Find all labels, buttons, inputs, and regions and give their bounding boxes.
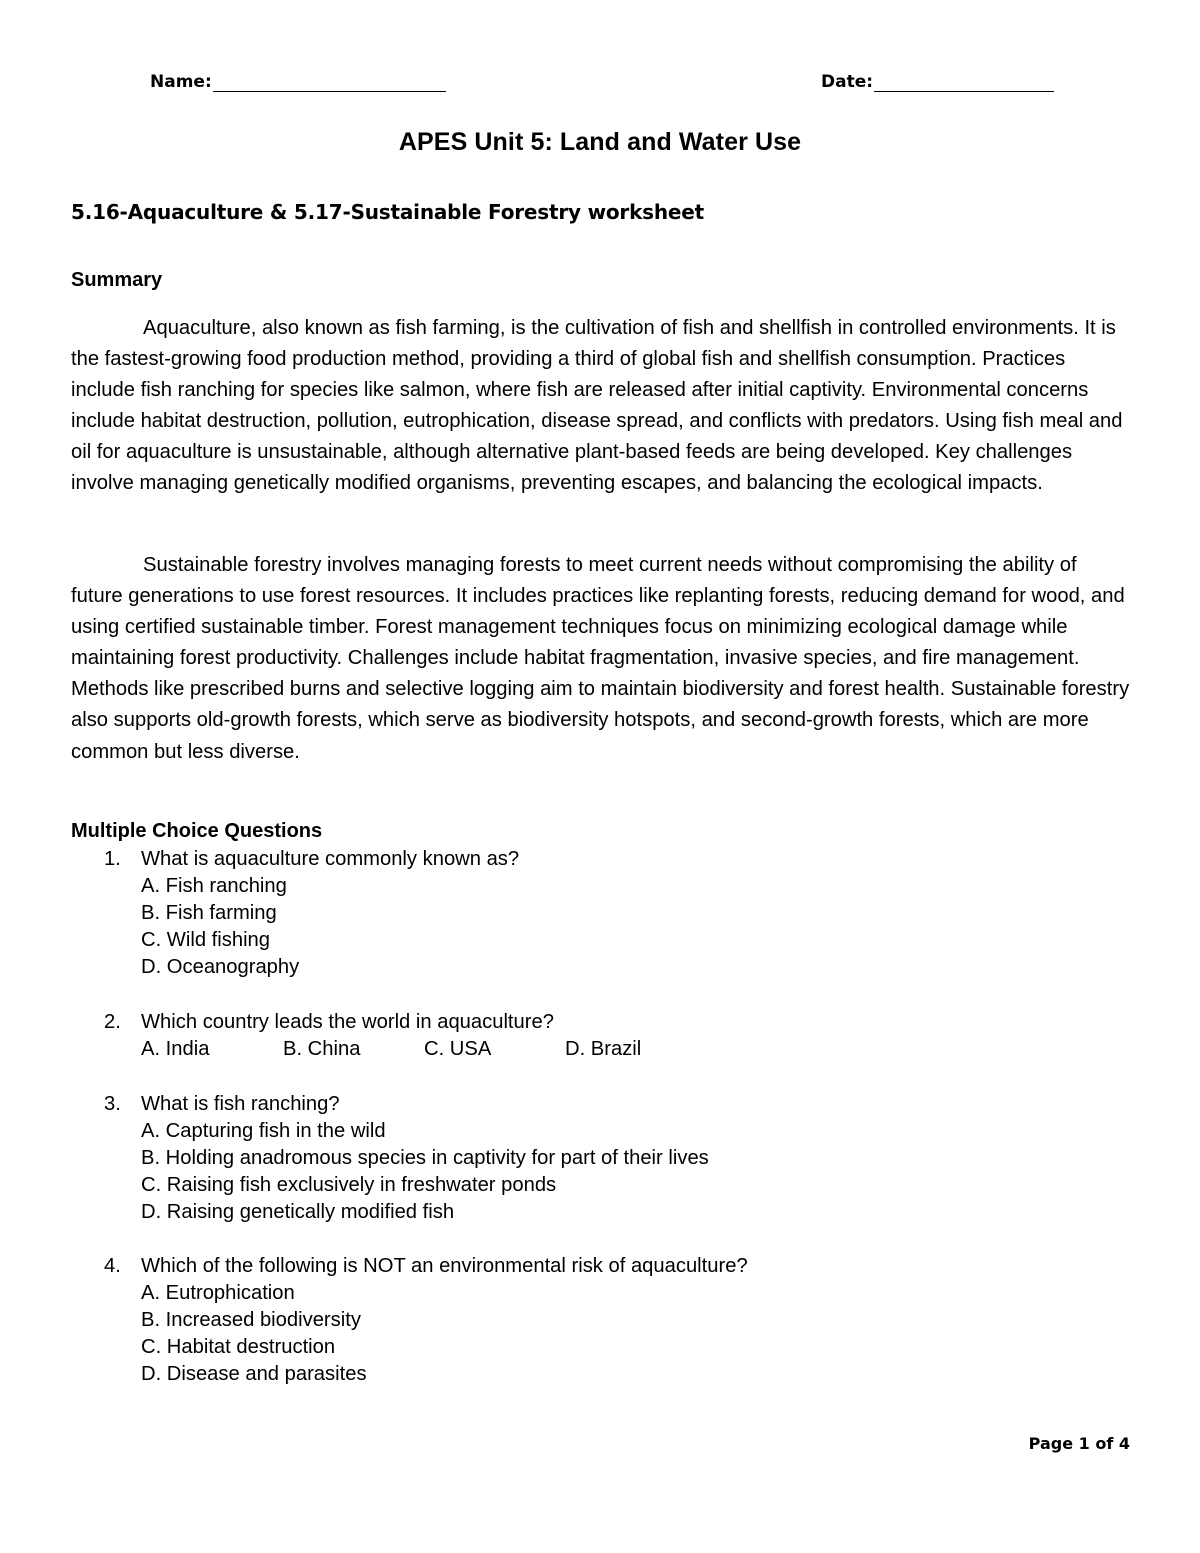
name-blank-line[interactable]	[213, 73, 446, 92]
question-number: 2.	[104, 1011, 121, 1033]
answer-option[interactable]: A. Eutrophication	[141, 1282, 295, 1305]
answer-option[interactable]: C. USA	[424, 1038, 492, 1061]
question-text: What is fish ranching?	[141, 1093, 340, 1115]
question-number: 4.	[104, 1255, 121, 1277]
question-3	[104, 1091, 709, 1226]
summary-paragraph-forestry: Sustainable forestry involves managing forests to meet current needs without compromising the ability of future generations to use forest resources. It includes practices like replanting forests, reducing demand for wood, and using certified sustainable timber. Forest management techniques focus on minimizing ecological damage while maintaining forest productivity. Challenges include habitat fragmentation, invasive species, and fire management. Methods like prescribed burns and selective logging aim to maintain biodiversity and forest health. Sustainable forestry also supports old-growth forests, which serve as biodiversity hotspots, and second-growth forests, which are more common but less diverse.	[71, 554, 1130, 763]
mcq-heading: Multiple Choice Questions	[71, 820, 323, 842]
answer-option[interactable]: A. Capturing fish in the wild	[141, 1120, 386, 1143]
answer-option[interactable]: D. Brazil	[565, 1038, 642, 1061]
worksheet-subtitle: 5.16-Aquaculture & 5.17-Sustainable Forestry worksheet	[71, 200, 705, 224]
answer-option[interactable]: C. Wild fishing	[141, 929, 271, 952]
summary-heading: Summary	[71, 269, 163, 291]
answer-option[interactable]: B. Holding anadromous species in captivity for part of their lives	[141, 1147, 709, 1170]
page-title: APES Unit 5: Land and Water Use	[398, 128, 802, 156]
date-field[interactable]	[821, 72, 1054, 92]
summary-paragraph-aquaculture: Aquaculture, also known as fish farming, is the cultivation of fish and shellfish in controlled environments. It is the fastest-growing food production method, providing a third of global fish and shellfish consumption. Practices include fish ranching for species like salmon, where fish are released after initial captivity. Environmental concerns include habitat destruction, pollution, eutrophication, disease spread, and conflicts with predators. Using fish meal and oil for aquaculture is unsustainable, although alternative plant-based feeds are being developed. Key challenges involve managing genetically modified organisms, preventing escapes, and balancing the ecological impacts.	[71, 317, 1123, 495]
name-field[interactable]	[150, 72, 446, 92]
question-4	[104, 1253, 748, 1388]
date-blank-line[interactable]	[874, 73, 1054, 92]
answer-option[interactable]: D. Disease and parasites	[141, 1363, 367, 1386]
question-2	[104, 1009, 641, 1063]
answer-option[interactable]: C. Raising fish exclusively in freshwater ponds	[141, 1174, 557, 1197]
question-number: 3.	[104, 1093, 121, 1115]
question-text: What is aquaculture commonly known as?	[141, 848, 520, 870]
name-label: Name:	[150, 72, 212, 92]
answer-option[interactable]: D. Raising genetically modified fish	[141, 1201, 455, 1224]
answer-option[interactable]: C. Habitat destruction	[141, 1336, 336, 1359]
answer-option[interactable]: B. China	[283, 1038, 361, 1061]
question-1	[104, 846, 519, 981]
answer-option[interactable]: D. Oceanography	[141, 956, 300, 979]
question-text: Which of the following is NOT an environmental risk of aquaculture?	[141, 1255, 748, 1277]
answer-option[interactable]: B. Increased biodiversity	[141, 1309, 361, 1332]
question-number: 1.	[104, 848, 121, 870]
question-text: Which country leads the world in aquaculture?	[141, 1011, 554, 1033]
answer-option[interactable]: B. Fish farming	[141, 902, 277, 925]
date-label: Date:	[821, 72, 874, 92]
answer-option[interactable]: A. India	[141, 1038, 210, 1061]
answer-option[interactable]: A. Fish ranching	[141, 875, 287, 898]
page-number: Page 1 of 4	[1028, 1434, 1130, 1453]
